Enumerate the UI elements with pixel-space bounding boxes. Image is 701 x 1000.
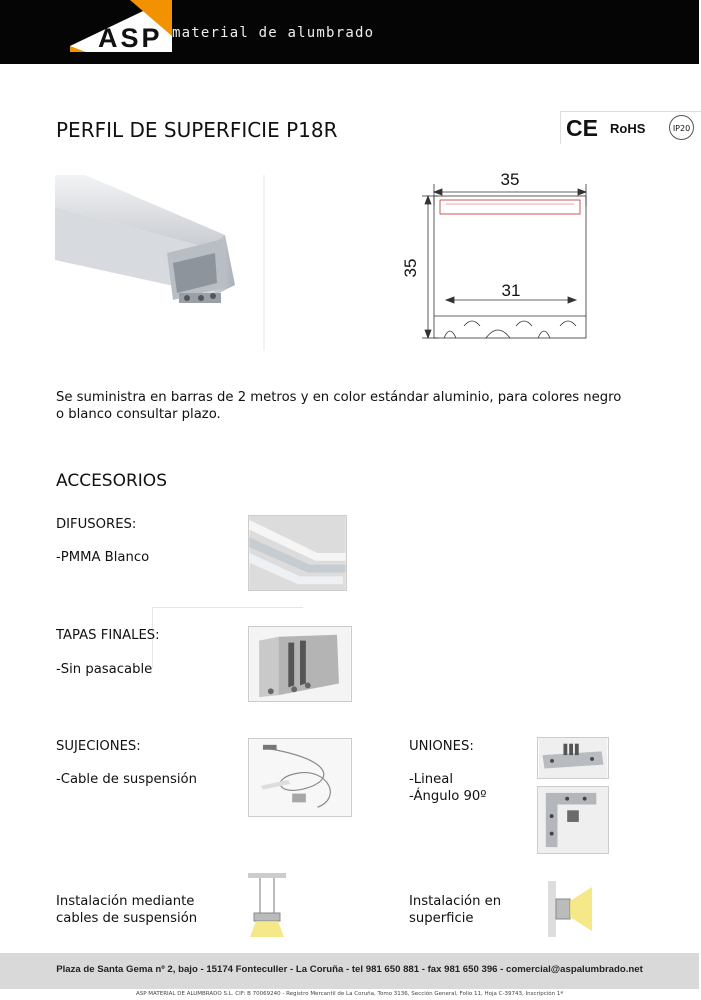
aluminium-profile-photo xyxy=(55,175,265,351)
page-title: PERFIL DE SUPERFICIE P18R xyxy=(56,118,338,142)
accessories-heading: ACCESORIOS xyxy=(56,471,167,491)
uniones-item-lineal: -Lineal xyxy=(409,772,453,787)
install-surface-line2: superficie xyxy=(409,911,474,926)
footer-address: Plaza de Santa Gema nº 2, bajo - 15174 Fonteculler - La Coruña - tel 981 650 881 - fax 981 650 396 - comercial@aspalumbrado.net xyxy=(56,964,643,975)
difusores-item: -PMMA Blanco xyxy=(56,550,150,565)
footer-legal: ASP MATERIAL DE ALUMBRADO S.L. CIF: B 70069240 - Registro Mercantil de La Coruña, Tomo 3136, Sección General, Folio 11, Hoja C-39743, Inscripción 1ª xyxy=(135,991,563,997)
tapas-item: -Sin pasacable xyxy=(56,662,153,677)
sujeciones-label: SUJECIONES: xyxy=(56,739,141,754)
logo-text: ASP xyxy=(98,23,163,53)
surface-install-icon xyxy=(548,881,592,937)
dim-width-top: 35 xyxy=(500,170,520,189)
install-suspension-line1: Instalación mediante xyxy=(56,894,195,909)
install-suspension-line2: cables de suspensión xyxy=(56,911,198,926)
linear-joint-photo xyxy=(537,737,609,779)
dim-height: 35 xyxy=(401,258,420,278)
ce-mark: CE xyxy=(566,115,598,141)
angle-joint-photo xyxy=(537,786,609,854)
uniones-label: UNIONES: xyxy=(409,739,474,754)
header-tagline: material de alumbrado xyxy=(172,25,375,41)
suspension-cable-photo xyxy=(248,738,352,817)
rohs-mark: RoHS xyxy=(610,121,646,136)
end-cap-photo xyxy=(248,626,352,702)
uniones-item-angulo: -Ángulo 90º xyxy=(409,789,487,804)
product-description: Se suministra en barras de 2 metros y en color estándar aluminio, para colores negro o blanco consultar plazo. xyxy=(56,390,622,422)
ip20-mark: IP20 xyxy=(669,115,694,140)
sujeciones-item: -Cable de suspensión xyxy=(56,772,197,787)
tapas-label: TAPAS FINALES: xyxy=(56,628,160,643)
dim-width-inner: 31 xyxy=(501,281,521,300)
diffuser-photo xyxy=(248,515,347,591)
install-surface-line1: Instalación en xyxy=(409,894,502,909)
difusores-label: DIFUSORES: xyxy=(56,517,137,532)
suspension-install-icon xyxy=(248,873,286,939)
profile-section-diagram xyxy=(401,166,594,344)
